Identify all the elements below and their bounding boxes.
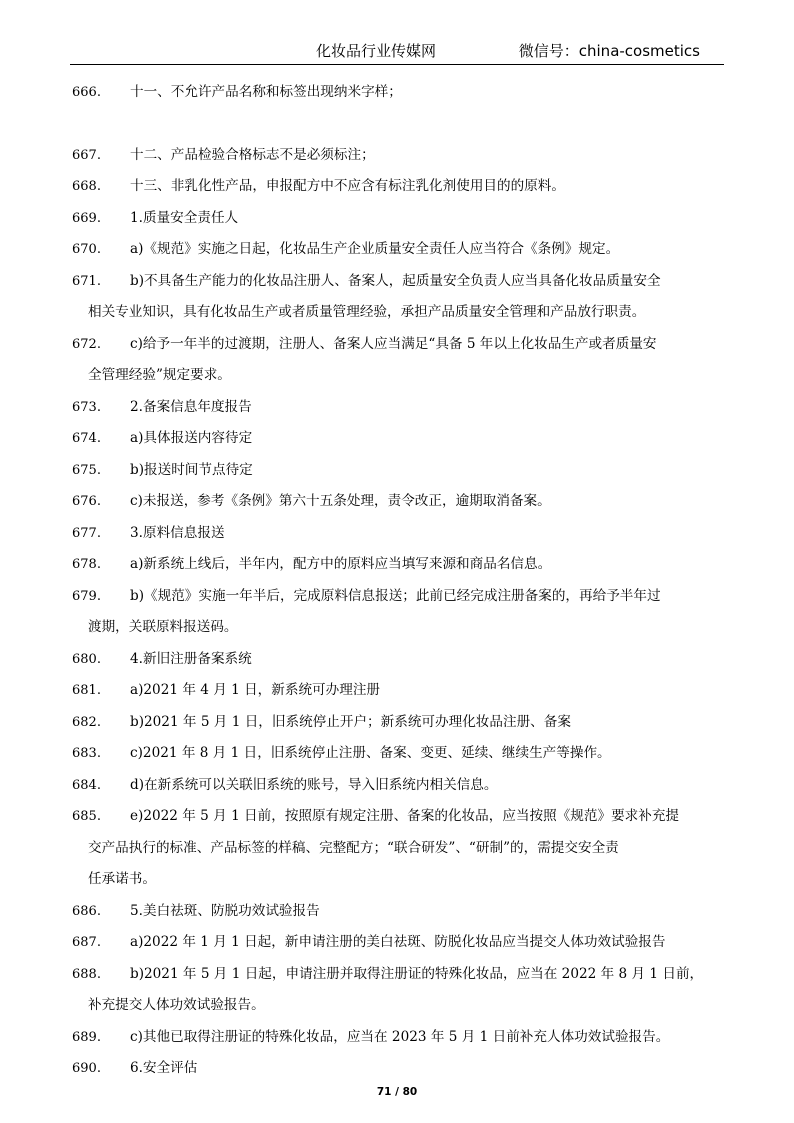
item-number: 687. <box>72 935 101 950</box>
page-header <box>70 38 724 65</box>
item-text-line: 渡期，关联原料报送码。 <box>88 619 238 635</box>
item-text-line: 十三、非乳化性产品，申报配方中不应含有标注乳化剂使用目的的原料。 <box>130 178 565 194</box>
item-text-line: 十二、产品检验合格标志不是必须标注； <box>130 146 375 163</box>
list-item <box>72 266 722 329</box>
item-number: 671. <box>72 273 101 289</box>
list-item <box>72 738 722 770</box>
list-item <box>72 801 722 896</box>
wechat-id: 微信号：china-cosmetics <box>518 42 700 60</box>
list-item <box>72 581 722 644</box>
item-text-line: 4.新旧注册备案系统 <box>130 650 252 667</box>
list-item <box>72 140 722 172</box>
item-number: 672. <box>72 336 101 352</box>
item-text-line: b)《规范》实施一年半后，完成原料信息报送；此前已经完成注册备案的，再给予半年过 <box>130 587 661 604</box>
site-name: 化妆品行业传媒网 <box>316 42 437 60</box>
list-item <box>72 959 722 1022</box>
list-item <box>72 707 722 739</box>
item-text-line: a)《规范》实施之日起，化妆品生产企业质量安全责任人应当符合《条例》规定。 <box>130 241 620 257</box>
item-number: 677. <box>72 525 101 541</box>
list-item <box>72 455 722 487</box>
item-text-line: d)在新系统可以关联旧系统的账号，导入旧系统内相关信息。 <box>130 776 498 793</box>
list-item <box>72 329 722 392</box>
list-item <box>72 896 722 928</box>
item-text-line: c)未报送，参考《条例》第六十五条处理，责令改正，逾期取消备案。 <box>130 493 551 509</box>
list-item <box>72 77 722 109</box>
item-text-line: 1.质量安全责任人 <box>130 209 239 226</box>
item-text-line: b)不具备生产能力的化妆品注册人、备案人，起质量安全负责人应当具备化妆品质量安全 <box>130 272 661 289</box>
document-body <box>72 77 722 1085</box>
list-item <box>72 1022 722 1054</box>
list-item <box>72 1053 722 1085</box>
item-text-line: 5.美白祛斑、防脱功效试验报告 <box>130 902 320 919</box>
list-item <box>72 203 722 235</box>
item-text-line: a)新系统上线后，半年内，配方中的原料应当填写来源和商品名信息。 <box>130 556 552 572</box>
item-number: 682. <box>72 714 101 730</box>
item-text-line: 补充提交人体功效试验报告。 <box>88 997 265 1013</box>
list-item <box>72 392 722 424</box>
item-number: 686. <box>72 903 101 919</box>
item-number: 673. <box>72 399 101 415</box>
item-text-line: c)2021 年 8 月 1 日，旧系统停止注册、备案、变更、延续、继续生产等操作。 <box>130 745 611 761</box>
item-number: 676. <box>72 494 101 509</box>
list-item <box>72 234 722 266</box>
list-item <box>72 171 722 203</box>
list-item <box>72 486 722 518</box>
item-number: 668. <box>72 179 101 194</box>
item-number: 685. <box>72 809 101 824</box>
item-number: 684. <box>72 777 101 793</box>
list-item <box>72 549 722 581</box>
item-number: 678. <box>72 557 101 572</box>
item-number: 670. <box>72 242 101 257</box>
item-text-line: a)具体报送内容待定 <box>130 430 253 446</box>
item-text-line: 6.安全评估 <box>130 1060 198 1076</box>
item-number: 681. <box>72 683 101 698</box>
item-text-line: a)2022 年 1 月 1 日起，新申请注册的美白祛斑、防脱化妆品应当提交人体功效试验报告 <box>130 934 666 950</box>
item-text-line: b)2021 年 5 月 1 日起，申请注册并取得注册证的特殊化妆品，应当在 2022 年 8 月 1 日前， <box>130 965 704 982</box>
item-number: 688. <box>72 966 101 982</box>
item-text-line: 3.原料信息报送 <box>130 524 225 541</box>
item-text-line: 全管理经验”规定要求。 <box>88 367 231 383</box>
item-number: 674. <box>72 431 101 446</box>
list-item <box>72 518 722 550</box>
item-number: 680. <box>72 651 101 667</box>
item-text-line: c)给予一年半的过渡期，注册人、备案人应当满足“具备 5 年以上化妆品生产或者质量安 <box>130 335 657 352</box>
item-text-line: b)报送时间节点待定 <box>130 461 253 478</box>
list-item <box>72 770 722 802</box>
item-text-line: 任承诺书。 <box>88 871 156 887</box>
list-item <box>72 675 722 707</box>
item-number: 683. <box>72 746 101 761</box>
item-text-line: 交产品执行的标准、产品标签的样稿、完整配方；“联合研发”、“研制”的，需提交安全责 <box>88 839 619 856</box>
item-number: 675. <box>72 462 101 478</box>
item-number: 690. <box>72 1061 101 1076</box>
item-number: 667. <box>72 147 101 163</box>
item-text-line: a)2021 年 4 月 1 日，新系统可办理注册 <box>130 682 381 698</box>
item-text-line: 2.备案信息年度报告 <box>130 398 252 415</box>
list-item <box>72 927 722 959</box>
item-text-line: b)2021 年 5 月 1 日，旧系统停止开户；新系统可办理化妆品注册、备案 <box>130 713 571 730</box>
item-number: 669. <box>72 210 101 226</box>
page-number: 71 / 80 <box>376 1086 418 1098</box>
list-item <box>72 644 722 676</box>
item-number: 689. <box>72 1029 101 1045</box>
item-text-line: 十一、不允许产品名称和标签出现纳米字样； <box>130 84 402 100</box>
item-text-line: c)其他已取得注册证的特殊化妆品，应当在 2023 年 5 月 1 日前补充人体功效试验报告。 <box>130 1028 670 1045</box>
list-item <box>72 423 722 455</box>
item-number: 679. <box>72 588 101 604</box>
item-text-line: 相关专业知识，具有化妆品生产或者质量管理经验，承担产品质量安全管理和产品放行职责。 <box>88 304 646 320</box>
item-number: 666. <box>72 85 101 100</box>
item-text-line: e)2022 年 5 月 1 日前，按照原有规定注册、备案的化妆品，应当按照《规范》要求补充提 <box>130 808 680 824</box>
